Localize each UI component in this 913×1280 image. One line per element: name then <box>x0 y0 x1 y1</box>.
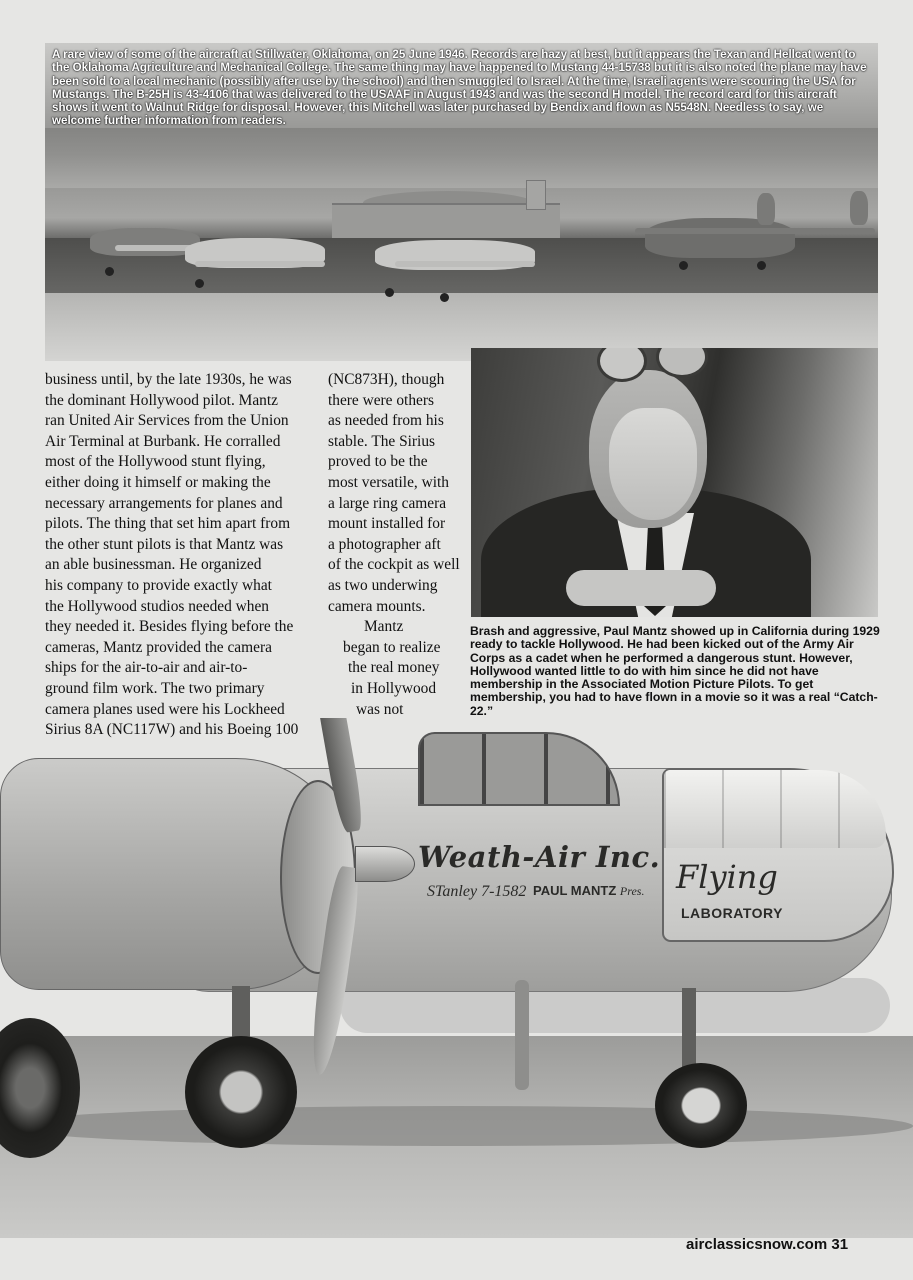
portrait-paul-mantz <box>471 348 878 617</box>
propeller-hub <box>355 846 415 882</box>
page-number: 31 <box>831 1236 849 1253</box>
text-line: there were others <box>328 391 434 409</box>
hellcat-wing <box>195 261 325 267</box>
background-propeller <box>515 980 529 1090</box>
text-line: the Hollywood studios needed when <box>45 597 269 615</box>
text-line: Air Terminal at Burbank. He corralled <box>45 432 281 450</box>
president-lettering <box>533 883 644 899</box>
b25-wheel <box>757 261 766 270</box>
top-photo-caption: A rare view of some of the aircraft at Stillwater, Oklahoma, on 25 June 1946. Records are hazy at best, but it appears the Texan and Hellcat went to the Oklahoma Agriculture and Mechanical College. The same thing may have happened to Mustang 44-15738 but it is also noted the plane may have been sold to a local mechanic (possibly after use by the school) and then smuggled to Israel. At the time, Israeli agents were scouring the USA for Mustangs. The B-25H is 43-4106 that was delivered to the USAAF in August 1943 and was the second H model. The record card for this aircraft shows it went to Walnut Ridge for disposal. However, this Mitchell was later purchased by Bendix and flown as N5548N. Needless to say, we welcome further information from readers. <box>52 48 867 128</box>
text-line: Mantz <box>364 618 404 636</box>
text-line: a large ring camera <box>328 494 447 512</box>
b25-tail <box>850 191 868 225</box>
text-line: proved to be the <box>328 453 428 471</box>
text-line: the dominant Hollywood pilot. Mantz <box>45 391 278 409</box>
phone-lettering: STanley 7-1582 <box>427 883 527 900</box>
text-line: ground film work. The two primary <box>45 679 265 697</box>
aircraft-shadow <box>0 1106 913 1146</box>
text-line: mount installed for <box>328 515 446 533</box>
article-column-1 <box>45 370 315 741</box>
b25-aircraft <box>645 218 795 258</box>
portrait-caption: Brash and aggressive, Paul Mantz showed up in California during 1929 ready to tackle Hollywood. He had been kicked out of the Army Air Corps as a cadet when he performed a dangerous stunt. However, Hollywood wanted little to do with him since he did not have membership in the Associated Motion Picture Pilots. To get membership, you had to have flown in a movie so it was a real “Catch-22.” <box>470 624 880 718</box>
mustang-wheel <box>385 288 394 297</box>
text-line: most of the Hollywood stunt flying, <box>45 453 266 471</box>
text-line: stable. The Sirius <box>328 432 436 450</box>
text-line: as needed from his <box>328 412 444 430</box>
text-line: in Hollywood <box>351 679 437 697</box>
mustang-wheel <box>440 293 449 302</box>
face <box>609 408 697 520</box>
text-line: either doing it himself or making the <box>45 473 271 491</box>
flying-lettering: Flying <box>676 858 778 896</box>
text-line: the real money <box>348 659 440 677</box>
b25-tail <box>757 193 775 225</box>
text-line: ran United Air Services from the Union <box>45 412 289 430</box>
text-line: Sirius 8A (NC117W) and his Boeing 100 <box>45 721 299 739</box>
text-line: (NC873H), though <box>328 371 445 388</box>
article-column-2 <box>328 370 468 720</box>
text-line: the other stunt pilots is that Mantz was <box>45 535 284 553</box>
text-line: ships for the air-to-air and air-to- <box>45 659 248 677</box>
text-line: camera mounts. <box>328 597 426 615</box>
control-tower <box>526 180 546 210</box>
cockpit-canopy <box>418 732 620 806</box>
main-wheel <box>185 1036 297 1148</box>
text-line: necessary arrangements for planes and <box>45 494 283 512</box>
hellcat-wheel <box>195 279 204 288</box>
footer-url[interactable]: airclassicsnow.com <box>686 1236 828 1253</box>
text-line: cameras, Mantz provided the camera <box>45 638 272 656</box>
nose-wheel <box>655 1063 747 1148</box>
b25-wheel <box>679 261 688 270</box>
bomber-photo <box>0 718 913 1238</box>
text-line: his company to provide exactly what <box>45 576 272 594</box>
nose-glazing <box>664 770 886 848</box>
laboratory-lettering: LABORATORY <box>681 905 783 921</box>
text-line: pilots. The thing that set him apart from <box>45 515 291 533</box>
president-suffix: Pres. <box>619 884 645 898</box>
text-line: of the cockpit as well <box>328 556 460 574</box>
text-line: they needed it. Besides flying before the <box>45 618 294 636</box>
president-name: PAUL MANTZ <box>533 883 617 898</box>
text-line: as two underwing <box>328 576 438 594</box>
text-line: was not <box>356 700 404 718</box>
text-line: a photographer aft <box>328 535 441 553</box>
texan-aircraft <box>90 228 200 256</box>
texan-wheel <box>105 267 114 276</box>
text-line: most versatile, with <box>328 473 449 491</box>
page-footer <box>686 1236 848 1253</box>
b25-wing <box>635 228 875 234</box>
text-line: camera planes used were his Lockheed <box>45 700 285 718</box>
text-line: business until, by the late 1930s, he was <box>45 371 292 388</box>
text-line: began to realize <box>343 638 441 656</box>
hand <box>566 570 716 606</box>
weath-air-logo: Weath-Air Inc. <box>418 840 661 874</box>
text-line: an able businessman. He organized <box>45 556 262 574</box>
sky <box>45 128 878 188</box>
mustang-wing <box>395 261 535 267</box>
